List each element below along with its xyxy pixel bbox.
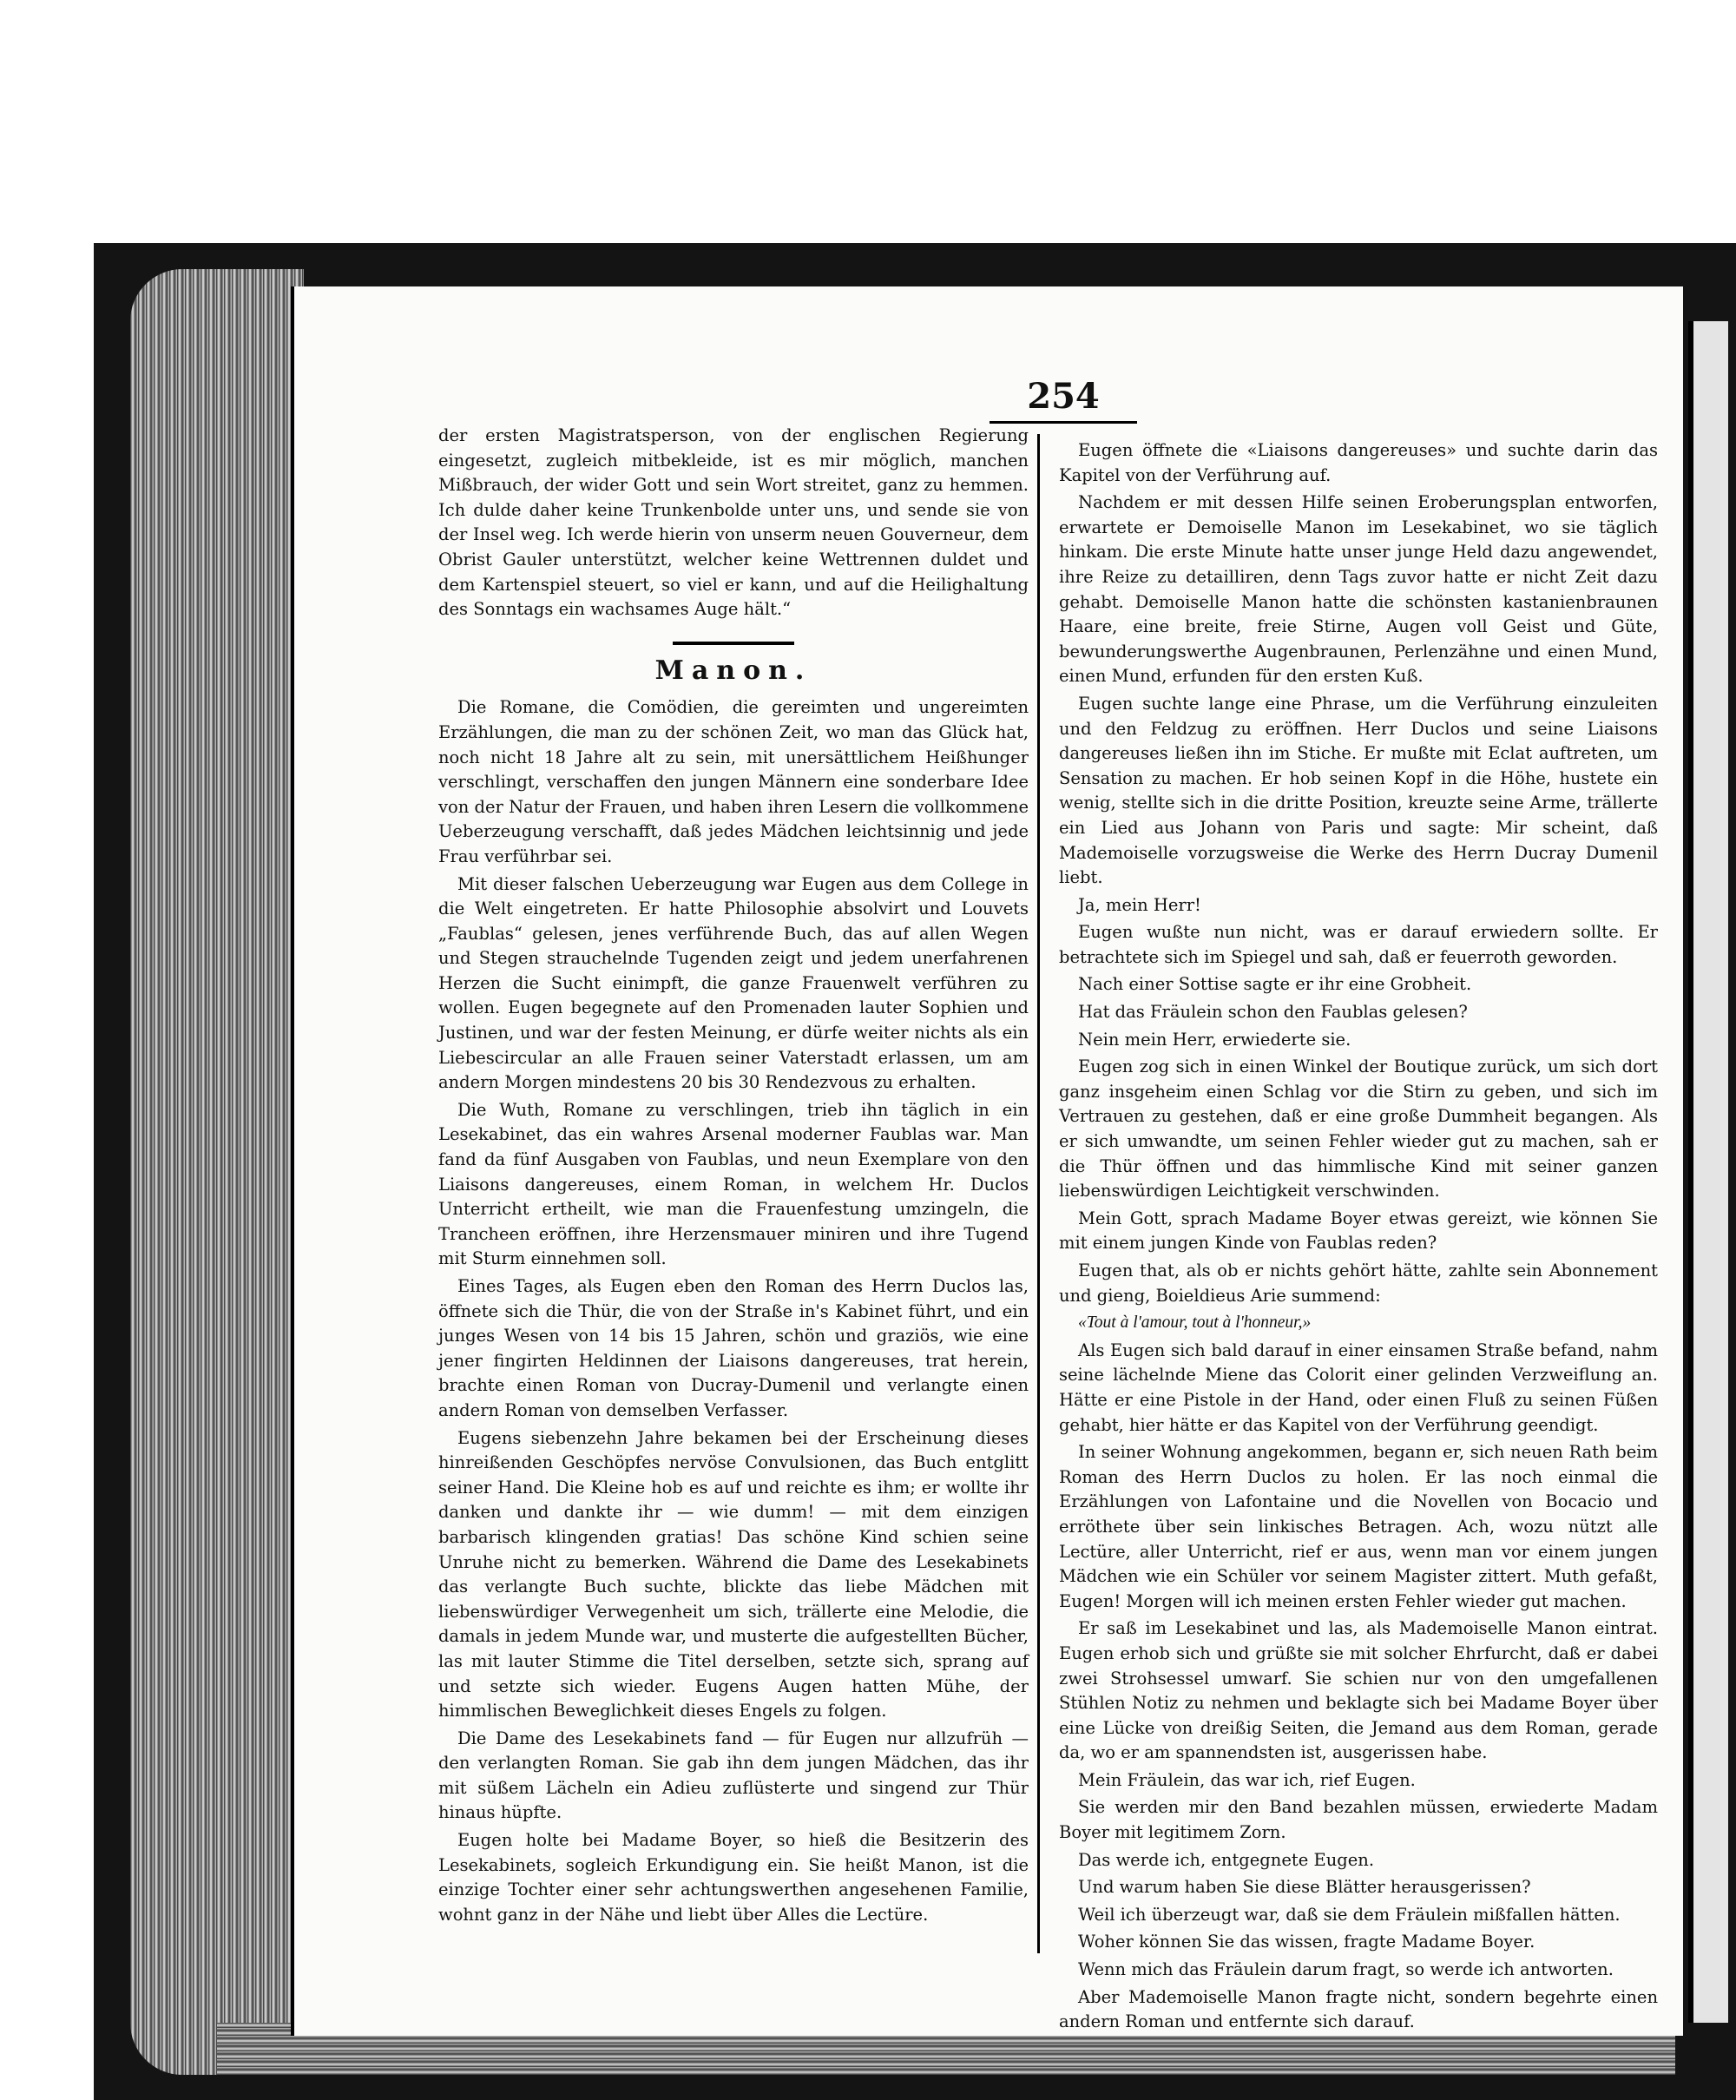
facing-page-edge [1688, 321, 1728, 2023]
paragraph: Aber Mademoiselle Manon fragte nicht, sondern begehrte einen andern Roman und entfernte sich darauf. [1059, 1986, 1658, 2032]
right-column [1059, 438, 1658, 2037]
paragraph: Nachdem er mit dessen Hilfe seinen Eroberungsplan entworfen, erwartete er Demoiselle Manon im Lesekabinet, wo sie täglich hinkam. Die erste Minute hatte unser junge Held dazu angewendet, ihre Reize zu detailliren, denn Tags zuvor hatte er nicht Zeit dazu gehabt. Demoiselle Manon hatte die schönsten kastanienbraunen Haare, eine breite, freie Stirne, Augen voll Geist und Güte, bewunderungswerthe Augenbraunen, Perlenzähne und einen Mund, einen Mund, erfunden für den ersten Kuß. [1059, 492, 1658, 687]
paragraph: Eugens siebenzehn Jahre bekamen bei der Erscheinung dieses hinreißenden Geschöpfes nervöse Convulsionen, das Buch entglitt seiner Hand. Die Kleine hob es auf und reichte es ihm; er wollte ihr danken und dankte ihr — wie dumm! — mit dem einzigen barbarisch klingenden gratias! Das schöne Kind schien seine Unruhe nicht zu bemerken. Während die Dame des Lesekabinets das verlangte Buch suchte, blickte das liebe Mädchen mit liebenswürdiger Verwegenheit um sich, trällerte eine Melodie, die damals in jedem Munde war, und musterte die aufgestellten Bücher, las mit lauter Stimme die Titel derselben, setzte sich, sprang auf und setzte sich wieder. Eugens Augen hatten Mühe, der himmlischen Beweglichkeit dieses Engels zu folgen. [438, 1427, 1029, 1721]
dialogue-line: Nein mein Herr, erwiederte sie. [1078, 1029, 1351, 1050]
paragraph: Eugen zog sich in einen Winkel der Boutique zurück, um sich dort ganz insgeheim einen Schlag vor die Stirn zu geben, und sich im Vertrauen zu gestehen, daß er eine große Dummheit begangen. Als er sich umwandte, um seinen Fehler wieder gut zu machen, sah er die Thür öffnen und das himmlische Kind mit seiner ganzen liebenswürdigen Leichtigkeit verschwinden. [1059, 1057, 1658, 1201]
book-page-edges-left [130, 269, 304, 2075]
left-column [438, 424, 1029, 1930]
section-rule [673, 642, 794, 645]
dialogue-line: Hat das Fräulein schon den Faublas gelesen? [1078, 1002, 1468, 1023]
column-divider [1037, 434, 1040, 1953]
dialogue-line: Das werde ich, entgegnete Eugen. [1078, 1849, 1375, 1870]
paragraph: Eines Tages, als Eugen eben den Roman des Herrn Duclos las, öffnete sich die Thür, die von der Straße in's Kabinet führt, und ein junges Wesen von 14 bis 15 Jahren, schön und graziös, wie eine jener fingirten Heldinnen der Liaisons dangereuses, trat herein, brachte einen Roman von Ducray-Dumenil und verlangte einen andern Roman von demselben Verfasser. [438, 1276, 1029, 1420]
dialogue-line: Und warum haben Sie diese Blätter herausgerissen? [1078, 1877, 1531, 1898]
paragraph: Mit dieser falschen Ueberzeugung war Eugen aus dem College in die Welt eingetreten. Er hatte Philosophie absolvirt und Louvets „Faublas“ gelesen, jenes verführende Buch, das auf allen Wegen und Stegen strauchelnde Tugenden zeigt und jedem unerfahrenen Herzen die Sucht einimpft, die ganze Frauenwelt verführen zu wollen. Eugen begegnete auf den Promenaden lauter Sophien und Justinen, und war der festen Meinung, er dürfe weiter nichts als ein Liebescircular an alle Frauen seiner Vaterstadt erlassen, um am andern Morgen mindestens 20 bis 30 Rendezvous zu erhalten. [438, 873, 1029, 1093]
paragraph: Eugen holte bei Madame Boyer, so hieß die Besitzerin des Lesekabinets, sogleich Erkundigung ein. Sie heißt Manon, ist die einzige Tochter einer sehr achtungswerthen angesehenen Familie, wohnt ganz in der Nähe und liebt über Alles die Lectüre. [438, 1830, 1029, 1925]
dialogue-line: Ja, mein Herr! [1078, 894, 1201, 915]
paragraph: Eugen suchte lange eine Phrase, um die Verführung einzuleiten und den Feldzug zu eröffnen. Herr Duclos und seine Liaisons dangereuses ließen ihn im Stiche. Er mußte mit Eclat auftreten, um Sensation zu machen. Er hob seinen Kopf in die Höhe, hustete ein wenig, stellte sich in die dritte Position, kreuzte seine Arme, trällerte ein Lied aus Johann von Paris und sagte: Mir scheint, daß Mademoiselle vorzugsweise die Werke des Herrn Ducray Dumenil liebt. [1059, 693, 1658, 888]
paragraph: Er saß im Lesekabinet und las, als Mademoiselle Manon eintrat. Eugen erhob sich und grüßte sie mit solcher Ehrfurcht, daß er dabei zwei Strohsessel umwarf. Sie schien nur von den umgefallenen Stühlen Notiz zu nehmen und beklagte sich bei Madame Boyer über eine Lücke von dreißig Seiten, die Jemand aus dem Roman, gerade da, wo er am spannendsten ist, ausgerissen habe. [1059, 1618, 1658, 1763]
dialogue-line: Wenn mich das Fräulein darum fragt, so werde ich antworten. [1078, 1959, 1614, 1980]
page-number: 254 [1027, 376, 1100, 417]
dialogue-line: Mein Fräulein, das war ich, rief Eugen. [1078, 1769, 1416, 1790]
section-title: Manon. [654, 655, 812, 686]
dialogue-line: Weil ich überzeugt war, daß sie dem Fräulein mißfallen hätten. [1078, 1904, 1621, 1925]
aria-quote: «Tout à l'amour, tout à l'honneur,» [1078, 1313, 1312, 1333]
paragraph: Die Romane, die Comödien, die gereimten und ungereimten Erzählungen, die man zu der schönen Zeit, wo man das Glück hat, noch nicht 18 Jahre alt zu sein, mit unersättlichem Heißhunger verschlingt, verschaffen den jungen Männern eine sonderbare Idee von der Natur der Frauen, und haben ihren Lesern die vollkommene Ueberzeugung verschafft, daß jedes Mädchen leichtsinnig und jede Frau verführbar sei. [438, 697, 1029, 866]
dialogue-line: Woher können Sie das wissen, fragte Madame Boyer. [1078, 1932, 1535, 1952]
dialogue-line: Sie werden mir den Band bezahlen müssen, erwiederte Madam Boyer mit legitimem Zorn. [1059, 1797, 1658, 1843]
dialogue-line: Nach einer Sottise sagte er ihr eine Grobheit. [1078, 974, 1472, 995]
paragraph: Mein Gott, sprach Madame Boyer etwas gereizt, wie können Sie mit einem jungen Kinde von Faublas reden? [1059, 1208, 1658, 1254]
paragraph: In seiner Wohnung angekommen, begann er, sich neuen Rath beim Roman des Herrn Duclos zu holen. Er las noch einmal die Erzählungen von Lafontaine und die Novellen von Bocacio und erröthete über sein linkisches Betragen. Ach, wozu nützt alle Lectüre, aller Unterricht, rief er aus, wenn man vor einem jungen Mädchen wie ein Schüler vor seinem Magister zittert. Muth gefaßt, Eugen! Morgen will ich meinen ersten Fehler wieder gut machen. [1059, 1442, 1658, 1611]
paragraph: Die Wuth, Romane zu verschlingen, trieb ihn täglich in ein Lesekabinet, das ein wahres Arsenal moderner Faublas war. Man fand da fünf Ausgaben von Faublas, und neun Exemplare von den Liaisons dangereuses, einem Roman, in welchem Hr. Duclos Unterricht ertheilt, wie man die Frauenfestung umzingeln, die Trancheen eröffnen, ihre Herzensmauer miniren und ihre Tugend mit Sturm einnehmen soll. [438, 1099, 1029, 1269]
paragraph: Die Dame des Lesekabinets fand — für Eugen nur allzufrüh — den verlangten Roman. Sie gab ihn dem jungen Mädchen, das ihr mit süßem Lächeln ein Adieu zuflüsterte und singend zur Thür hinaus hüpfte. [438, 1728, 1029, 1823]
paragraph: Als Eugen sich bald darauf in einer einsamen Straße befand, nahm seine lächelnde Miene das Colorit einer gelinden Verzweiflung an. Hätte er eine Pistole in der Hand, oder einen Fluß zu seinen Füßen gehabt, hier hätte er das Kapitel von der Verführung geendigt. [1059, 1340, 1658, 1435]
intro-paragraph: der ersten Magistratsperson, von der englischen Regierung eingesetzt, zugleich mitbekleide, ist es mir möglich, manchen Mißbrauch, der wider Gott und sein Wort streitet, ganz zu hemmen. Ich dulde daher keine Trunkenbolde unter uns, und sende sie von der Insel weg. Ich werde hierin von unserm neuen Gouverneur, dem Obrist Gauler unterstützt, welcher keine Wettrennen duldet und dem Kartenspiel steuert, so viel er kann, und auf die Heilighaltung des Sonntags ein wachsames Auge hält.“ [438, 425, 1029, 620]
paragraph: Eugen that, als ob er nichts gehört hätte, zahlte sein Abonnement und gieng, Boieldieus Arie summend: [1059, 1261, 1658, 1306]
paragraph: Eugen wußte nun nicht, was er darauf erwiedern sollte. Er betrachtete sich im Spiegel und sah, daß er feuerroth geworden. [1059, 922, 1658, 967]
paragraph: Eugen öffnete die «Liaisons dangereuses» und suchte darin das Kapitel von der Verführung auf. [1059, 440, 1658, 485]
